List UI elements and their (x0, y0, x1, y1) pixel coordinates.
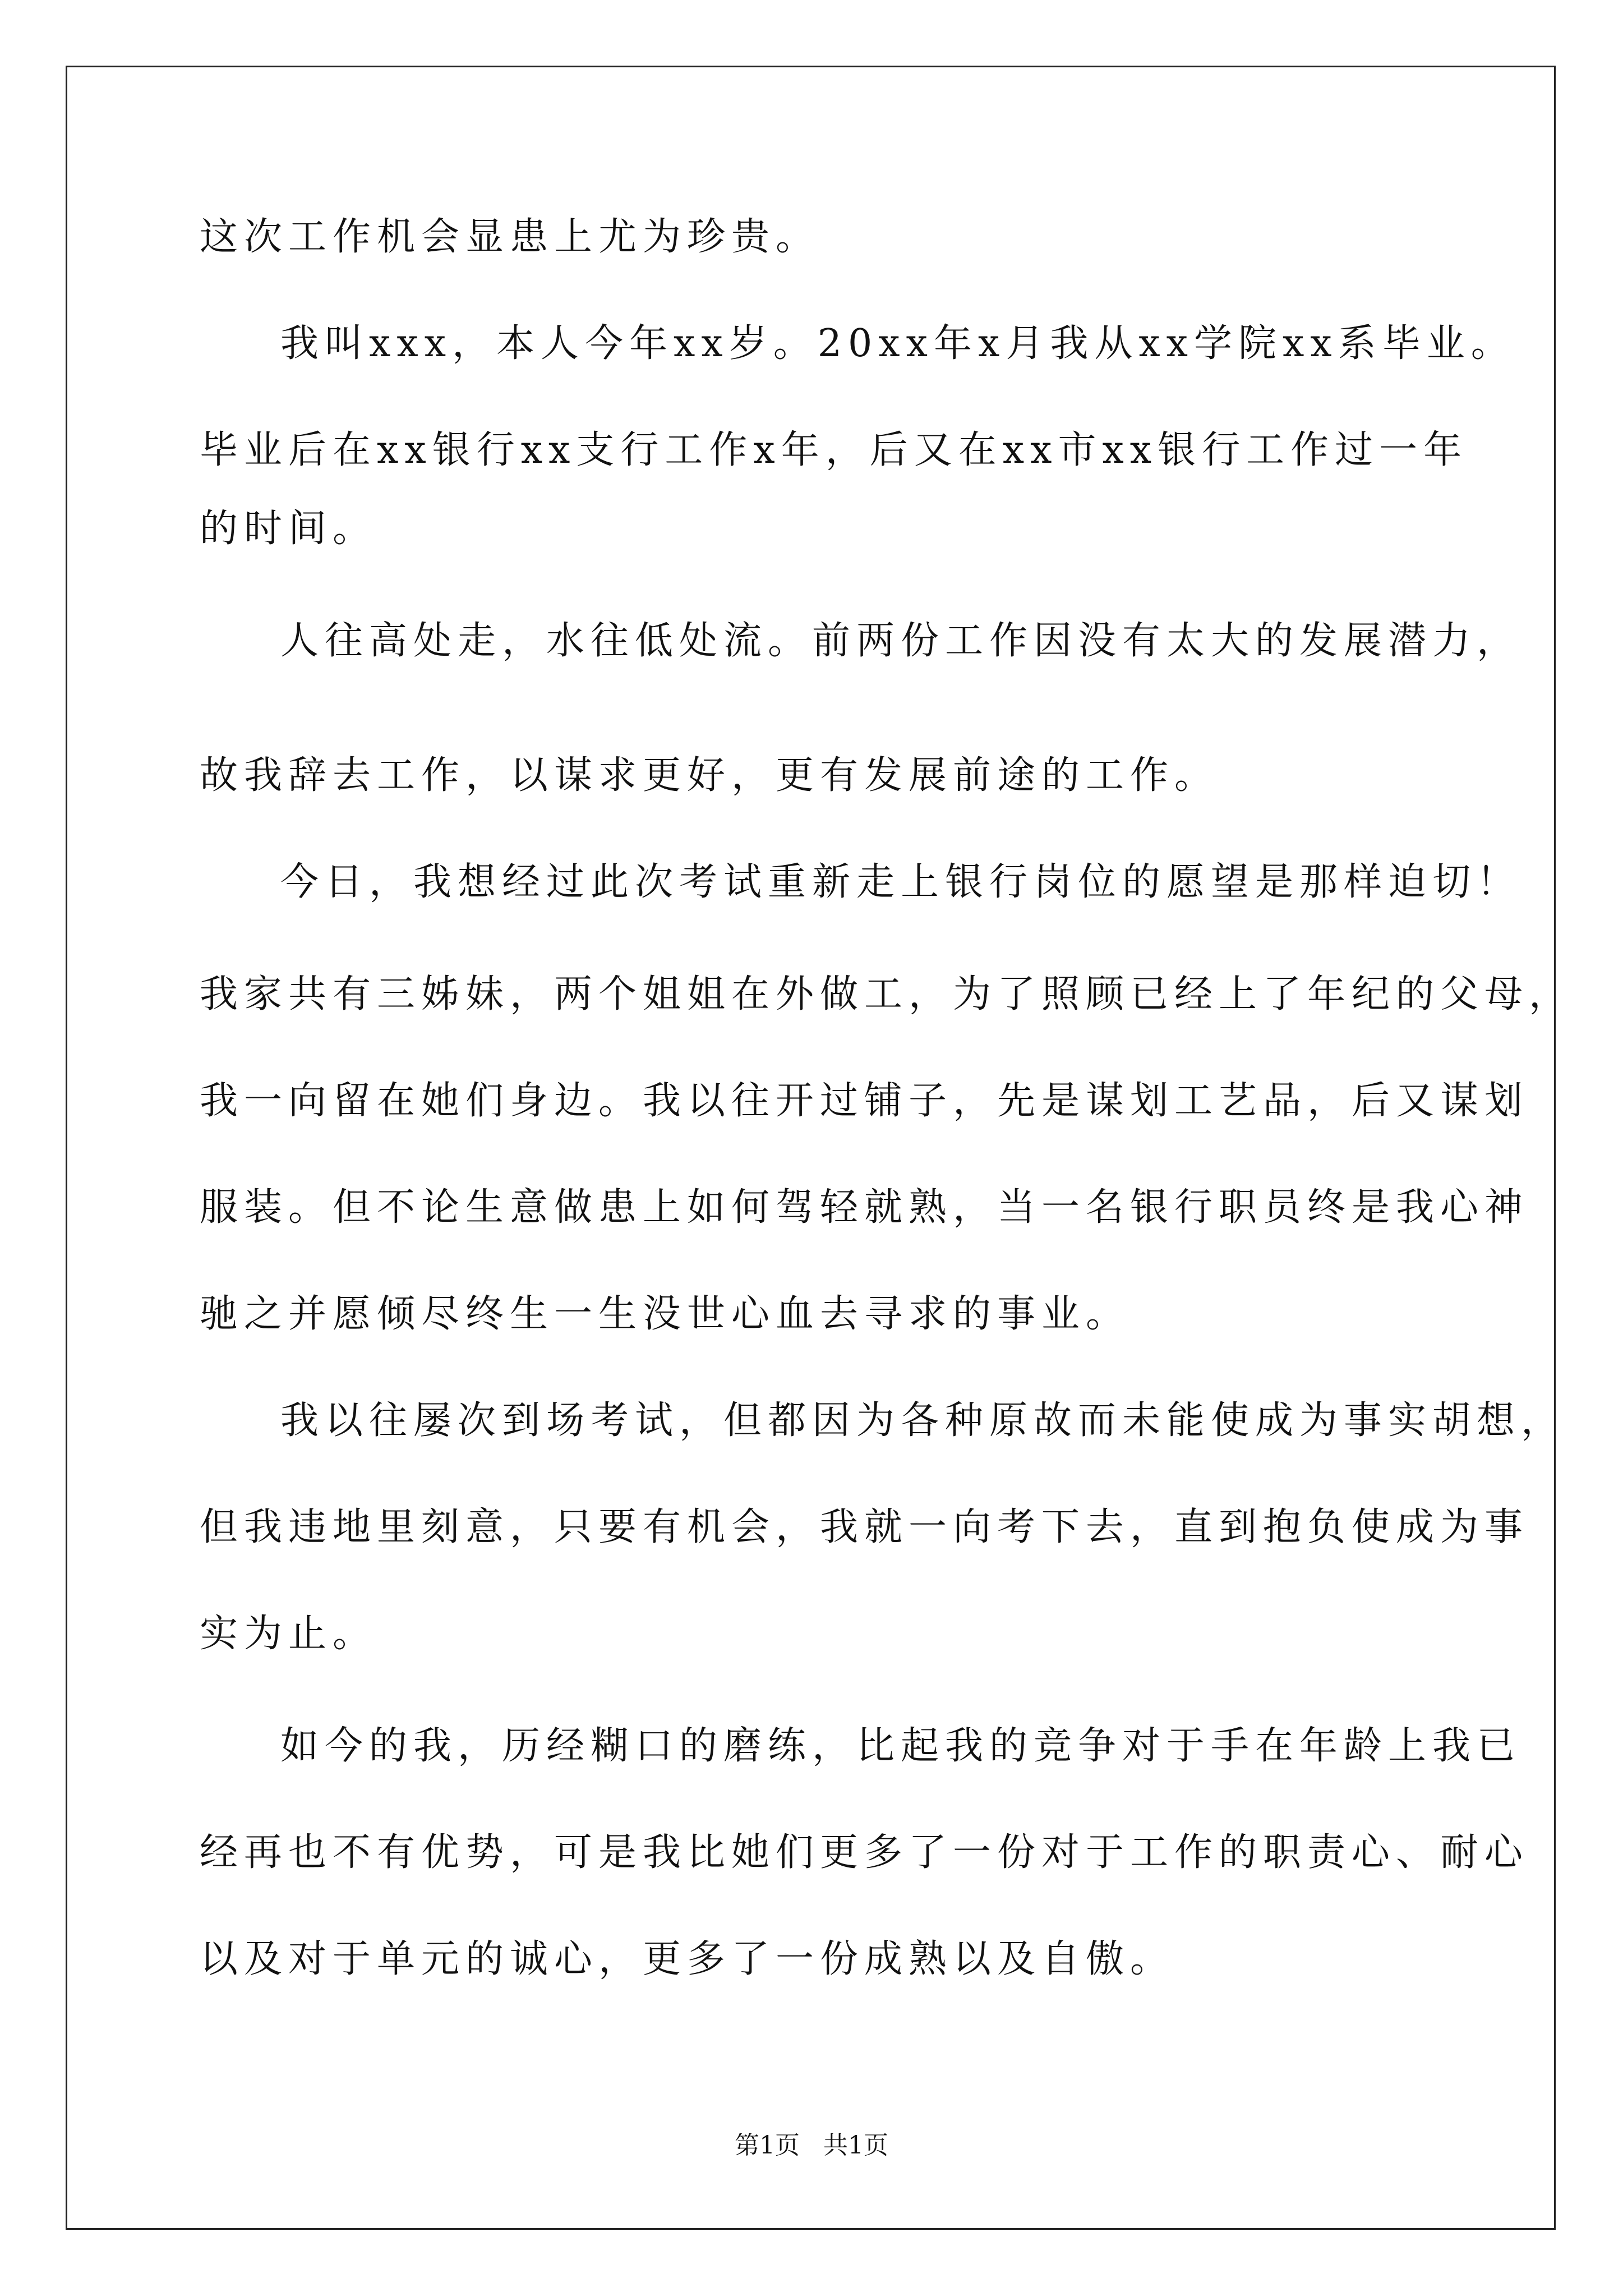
text-line: 我以往屡次到场考试，但都因为各种原故而未能使成为事实胡想， (280, 1398, 1566, 1443)
text-line: 实为止。 (200, 1612, 377, 1656)
text-line: 我一向留在她们身边。我以往开过铺子，先是谋划工艺品，后又谋划 (200, 1079, 1529, 1123)
text-line: 以及对于单元的诚心，更多了一份成熟以及自傲。 (200, 1937, 1175, 1981)
text-line: 但我违地里刻意，只要有机会，我就一向考下去，直到抱负使成为事 (200, 1505, 1529, 1549)
text-line: 毕业后在xx银行xx支行工作x年，后又在xx市xx银行工作过一年 (200, 428, 1468, 472)
page-border (66, 66, 1556, 2230)
text-line: 服装。但不论生意做患上如何驾轻就熟，当一名银行职员终是我心神 (200, 1185, 1529, 1230)
text-line: 驰之并愿倾尽终生一生没世心血去寻求的事业。 (200, 1292, 1131, 1336)
text-line: 我家共有三姊妹，两个姐姐在外做工，为了照顾已经上了年纪的父母， (200, 972, 1574, 1016)
text-line: 今日，我想经过此次考试重新走上银行岗位的愿望是那样迫切！ (280, 860, 1521, 904)
text-line: 这次工作机会显患上尤为珍贵。 (200, 215, 820, 259)
text-line: 我叫xxx，本人今年xx岁。20xx年x月我从xx学院xx系毕业。 (280, 321, 1515, 366)
text-line: 人往高处走，水往低处流。前两份工作因没有太大的发展潜力， (280, 619, 1521, 663)
text-line: 的时间。 (200, 507, 377, 551)
text-line: 故我辞去工作，以谋求更好，更有发展前途的工作。 (200, 753, 1219, 798)
text-line: 如今的我，历经糊口的磨练，比起我的竞争对于手在年龄上我已 (280, 1724, 1521, 1768)
page-number-footer: 第1页 共1页 (735, 2131, 888, 2160)
text-line: 经再也不有优势，可是我比她们更多了一份对于工作的职责心、耐心 (200, 1830, 1529, 1875)
